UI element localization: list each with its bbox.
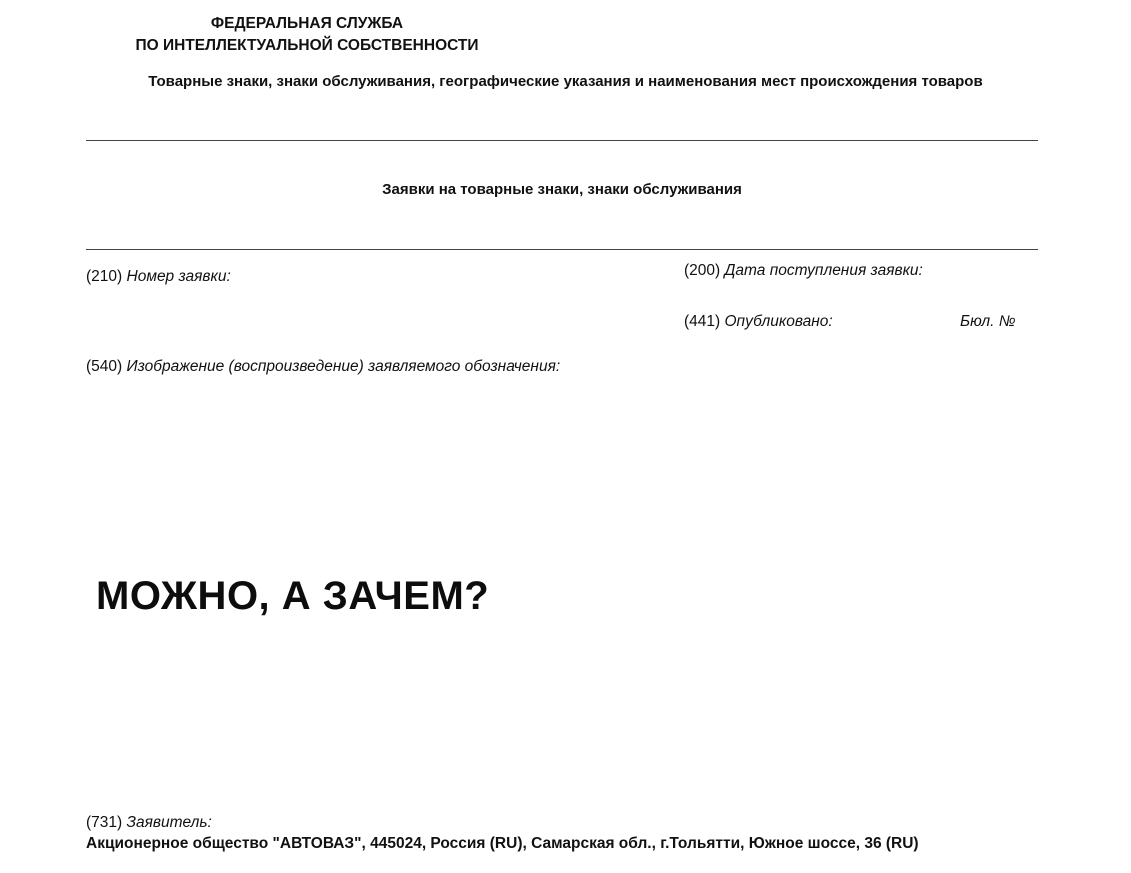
trademark-image-field: [86, 357, 560, 377]
published-field: [684, 312, 833, 332]
applicant-value: Акционерное общество "АВТОВАЗ", 445024, Россия (RU), Самарская обл., г.Тольятти, Южное шоссе, 36 (RU): [86, 835, 919, 852]
agency-name-line2: ПО ИНТЕЛЛЕКТУАЛЬНОЙ СОБСТВЕННОСТИ: [135, 37, 479, 54]
field-code: (441): [684, 313, 721, 330]
filing-date-field: [684, 261, 923, 281]
section-divider: [86, 249, 1038, 250]
document-subtitle: Товарные знаки, знаки обслуживания, географические указания и наименования мест происхождения товаров: [148, 73, 983, 90]
field-label: Заявитель:: [126, 814, 212, 831]
field-label: Изображение (воспроизведение) заявляемого обозначения:: [126, 358, 561, 375]
field-label: Опубликовано:: [724, 313, 833, 330]
bulletin-number-label: Бюл. №: [960, 313, 1016, 330]
top-divider: [86, 140, 1038, 141]
field-code: (210): [86, 268, 123, 285]
field-code: (200): [684, 262, 721, 279]
field-code: (731): [86, 814, 123, 831]
agency-name-line1: ФЕДЕРАЛЬНАЯ СЛУЖБА: [210, 15, 404, 32]
field-label: Дата поступления заявки:: [724, 262, 923, 279]
section-title: Заявки на товарные знаки, знаки обслуживания: [382, 181, 742, 198]
trademark-text: МОЖНО, А ЗАЧЕМ?: [96, 574, 490, 618]
field-label: Номер заявки:: [126, 268, 231, 285]
application-number-field: [86, 267, 231, 287]
applicant-field: [86, 813, 212, 833]
agency-name: [100, 13, 514, 57]
field-code: (540): [86, 358, 123, 375]
